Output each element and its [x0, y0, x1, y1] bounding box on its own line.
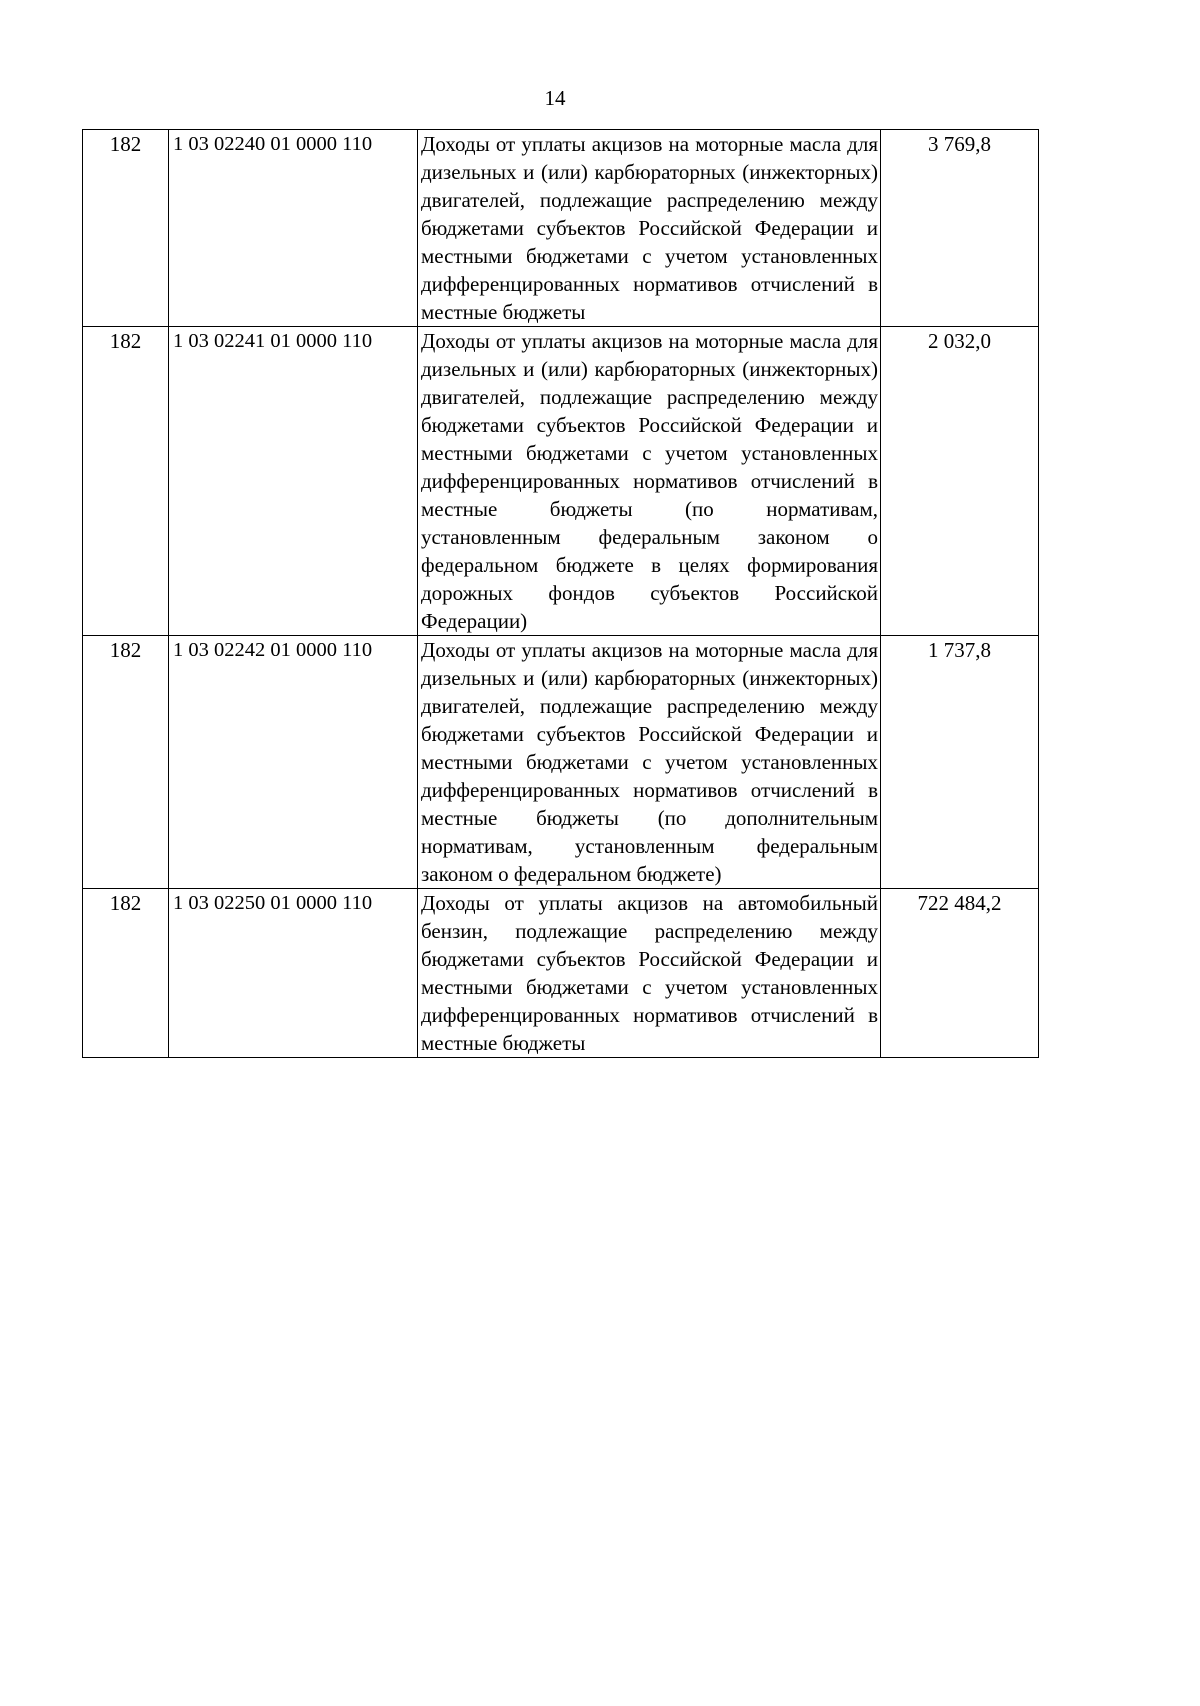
table-row	[83, 636, 1039, 889]
amount-cell: 2 032,0	[881, 327, 1039, 636]
revenue-name-cell: Доходы от уплаты акцизов на моторные масла для дизельных и (или) карбюраторных (инжекторных) двигателей, подлежащие распределению между бюджетами субъектов Российской Федерации и местными бюджетами с учетом установленных дифференцированных нормативов отчислений в местные бюджеты	[418, 130, 881, 327]
budget-classification-code-cell: 1 03 02250 01 0000 110	[169, 889, 418, 1058]
table-row	[83, 130, 1039, 327]
admin-code-cell: 182	[83, 889, 169, 1058]
revenue-name-cell: Доходы от уплаты акцизов на автомобильный бензин, подлежащие распределению между бюджетами субъектов Российской Федерации и местными бюджетами с учетом установленных дифференцированных нормативов отчислений в местные бюджеты	[418, 889, 881, 1058]
table-row	[83, 889, 1039, 1058]
admin-code-cell: 182	[83, 130, 169, 327]
budget-classification-code-cell: 1 03 02240 01 0000 110	[169, 130, 418, 327]
table-row	[83, 327, 1039, 636]
revenue-table	[82, 129, 1039, 1058]
admin-code-cell: 182	[83, 327, 169, 636]
amount-cell: 722 484,2	[881, 889, 1039, 1058]
budget-classification-code-cell: 1 03 02242 01 0000 110	[169, 636, 418, 889]
amount-cell: 3 769,8	[881, 130, 1039, 327]
revenue-name-cell: Доходы от уплаты акцизов на моторные масла для дизельных и (или) карбюраторных (инжекторных) двигателей, подлежащие распределению между бюджетами субъектов Российской Федерации и местными бюджетами с учетом установленных дифференцированных нормативов отчислений в местные бюджеты (по нормативам, установленным федеральным законом о федеральном бюджете в целях формирования дорожных фондов субъектов Российской Федерации)	[418, 327, 881, 636]
revenue-name-cell: Доходы от уплаты акцизов на моторные масла для дизельных и (или) карбюраторных (инжекторных) двигателей, подлежащие распределению между бюджетами субъектов Российской Федерации и местными бюджетами с учетом установленных дифференцированных нормативов отчислений в местные бюджеты (по дополнительным нормативам, установленным федеральным законом о федеральном бюджете)	[418, 636, 881, 889]
admin-code-cell: 182	[83, 636, 169, 889]
budget-classification-code-cell: 1 03 02241 01 0000 110	[169, 327, 418, 636]
amount-cell: 1 737,8	[881, 636, 1039, 889]
page-number: 14	[544, 86, 566, 110]
